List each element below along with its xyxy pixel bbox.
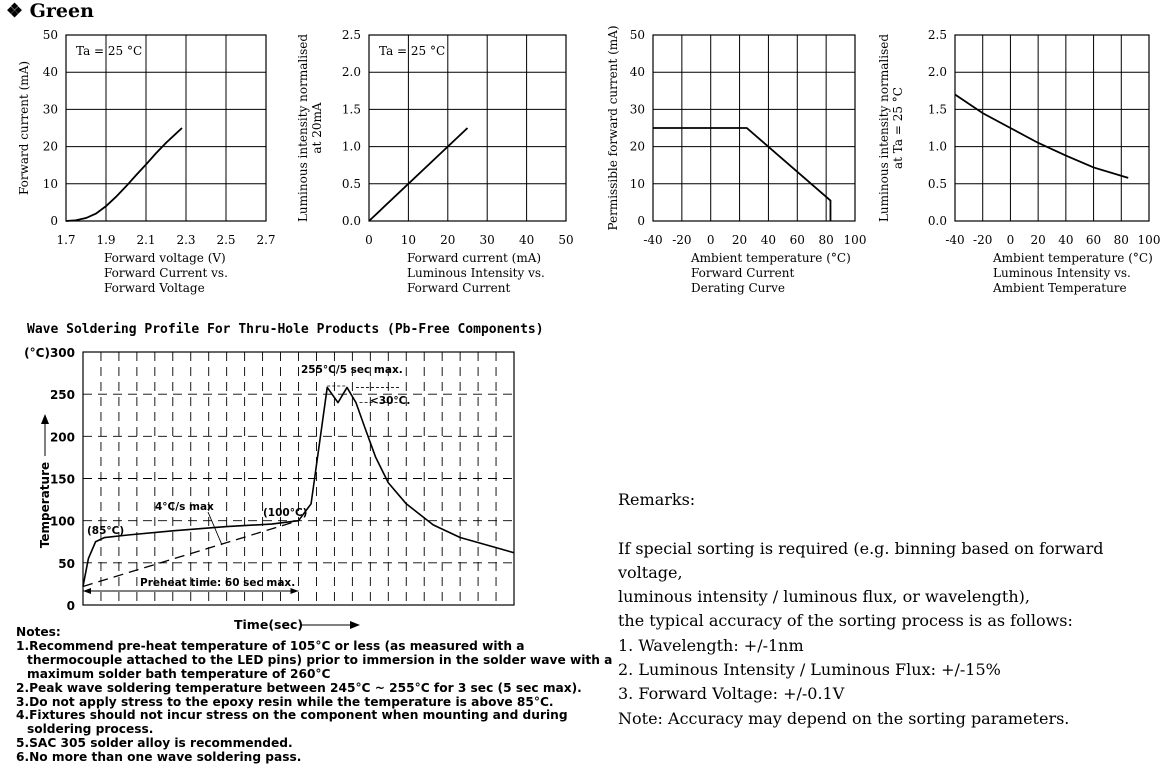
y-tick-label: 0 <box>50 214 58 228</box>
series-line <box>369 128 468 221</box>
y-axis-label: Luminous intensity normalised <box>296 33 310 223</box>
y-tick-label: 250 <box>49 388 75 403</box>
notes-title: Notes: <box>16 625 61 639</box>
x-tick-label: 20 <box>731 233 748 247</box>
x-tick-label: 40 <box>760 233 777 247</box>
x-tick-label: -20 <box>973 233 993 247</box>
x-tick-label: 20 <box>440 233 456 247</box>
chart-caption: Forward Current <box>407 281 511 295</box>
chart-annotation: Ta = 25 °C <box>379 44 446 58</box>
diamond-bullet-icon: ❖ <box>6 0 24 22</box>
y-tick-label: 40 <box>42 65 58 80</box>
chart-caption: Ambient Temperature <box>993 281 1127 295</box>
y-axis-label: at 20mA <box>310 102 324 154</box>
y-tick-label: 200 <box>49 430 75 445</box>
remarks-line: If special sorting is required (e.g. binning based on forward voltage, <box>618 538 1104 582</box>
chart-grid <box>66 35 266 221</box>
y-tick-label: 150 <box>49 472 75 487</box>
y-tick-label: (°C)300 <box>24 346 75 360</box>
chart-caption: Luminous Intensity vs. <box>993 266 1131 280</box>
note-item: 2.Peak wave soldering temperature between 245°C ~ 255°C for 3 sec (5 sec max). <box>16 680 582 695</box>
x-tick-label: 2.7 <box>256 233 276 247</box>
y-tick-label: 100 <box>49 514 75 529</box>
x-axis-label: Ambient temperature (°C) <box>691 251 851 265</box>
y-tick-label: 30 <box>629 102 645 117</box>
remarks-line: 2. Luminous Intensity / Luminous Flux: +/-15% <box>618 660 1001 680</box>
note-item: 5.SAC 305 solder alloy is recommended. <box>16 736 293 751</box>
x-tick-label: 60 <box>1085 233 1102 247</box>
note-item: 4.Fixtures should not incur stress on the component when mounting and during soldering process. <box>16 708 568 737</box>
remarks-line: 3. Forward Voltage: +/-0.1V <box>618 684 845 704</box>
y-tick-label: 0 <box>637 214 645 228</box>
y-axis-label: Luminous intensity normalised <box>877 33 891 223</box>
y-tick-label: 10 <box>629 176 645 191</box>
chart-caption: Luminous Intensity vs. <box>407 266 545 280</box>
y-tick-label: 20 <box>42 139 58 154</box>
y-tick-label: 1.5 <box>927 102 947 117</box>
y-tick-label: 1.5 <box>341 102 361 117</box>
profile-title: Wave Soldering Profile For Thru-Hole Products (Pb-Free Components) <box>27 322 544 337</box>
chart-2 <box>296 28 574 295</box>
chart-caption: Forward Current vs. <box>104 266 228 280</box>
y-tick-label: 50 <box>629 28 645 42</box>
x-tick-label: 50 <box>558 233 574 247</box>
x-axis-label: Forward current (mA) <box>407 251 542 265</box>
x-tick-label: 1.7 <box>56 233 76 247</box>
arrow-up-icon <box>41 414 49 424</box>
x-tick-label: 60 <box>789 233 805 247</box>
y-tick-label: 0.0 <box>927 214 947 228</box>
remarks-block <box>618 488 1158 731</box>
y-tick-label: 1.0 <box>927 139 947 154</box>
chart-3 <box>606 25 866 295</box>
soldering-profile-chart <box>24 322 543 632</box>
y-tick-label: 2.0 <box>341 65 361 80</box>
y-tick-label: 0.5 <box>927 176 947 191</box>
y-tick-label: 2.5 <box>927 28 947 42</box>
x-tick-label: 0 <box>1006 233 1015 247</box>
remarks-title: Remarks: <box>618 490 696 509</box>
y-axis-label: Forward current (mA) <box>17 60 31 196</box>
x-tick-label: 80 <box>818 233 834 247</box>
section-title-text: Green <box>29 0 94 22</box>
x-tick-label: 1.9 <box>96 233 116 247</box>
y-tick-label: 2.0 <box>927 65 947 80</box>
x-tick-label: 2.1 <box>136 233 156 247</box>
x-tick-label: 40 <box>518 233 535 247</box>
y-axis-label: at Ta = 25 °C <box>891 87 905 169</box>
soldering-notes <box>16 626 616 765</box>
x-axis-label: Ambient temperature (°C) <box>993 251 1153 265</box>
y-tick-label: 50 <box>58 556 75 571</box>
y-tick-label: 30 <box>42 102 58 117</box>
arrow-left-icon <box>83 588 91 594</box>
note-item: 6.No more than one wave soldering pass. <box>16 750 302 765</box>
x-tick-label: 20 <box>1030 233 1046 247</box>
y-tick-label: 0.0 <box>341 214 361 228</box>
preheat-time-annotation: Preheat time: 60 sec max. <box>140 577 296 589</box>
chart-caption: Forward Current <box>691 266 795 280</box>
x-tick-label: -20 <box>672 233 692 247</box>
peak-annotation: 255°C/5 sec max. <box>301 364 403 376</box>
chart-grid <box>955 35 1149 221</box>
y-axis-label: Temperature <box>38 461 52 549</box>
x-tick-label: -40 <box>643 233 663 247</box>
series-line <box>66 128 182 221</box>
x-tick-label: -40 <box>945 233 965 247</box>
x-axis-label: Time(sec) <box>234 617 304 632</box>
y-tick-label: 1.0 <box>341 139 361 154</box>
remarks-line: Note: Accuracy may depend on the sorting parameters. <box>618 708 1070 728</box>
x-tick-label: 0 <box>365 233 373 247</box>
chart-caption: Derating Curve <box>691 281 786 295</box>
x-tick-label: 100 <box>1137 233 1161 247</box>
series-line <box>955 95 1128 178</box>
dip-annotation: <30°C. <box>370 395 411 407</box>
rate-annotation: 4°C/s max <box>155 501 214 513</box>
chart-1 <box>17 28 276 295</box>
y-axis-label: Permissible forward current (mA) <box>606 25 620 231</box>
start-temp-annotation: (85°C) <box>87 525 125 537</box>
note-item: 3.Do not apply stress to the epoxy resin while the temperature is above 85°C. <box>16 694 554 709</box>
y-tick-label: 20 <box>629 139 645 154</box>
note-item: 1.Recommend pre-heat temperature of 105°C or less (as measured with a thermocouple attached to the LED pins) prior to immersion in the solder wave with a maximum solder bath temperature of 260°C <box>16 638 613 681</box>
chart-caption: Forward Voltage <box>104 281 205 295</box>
x-tick-label: 2.3 <box>176 233 196 247</box>
plot-frame <box>66 35 266 221</box>
x-tick-label: 80 <box>1113 233 1129 247</box>
remarks-line: luminous intensity / luminous flux, or wavelength), <box>618 587 1030 607</box>
preheat-temp-annotation: (100°C) <box>263 507 308 519</box>
x-tick-label: 0 <box>706 233 715 247</box>
chart-4 <box>877 28 1160 295</box>
x-tick-label: 30 <box>479 233 495 247</box>
y-tick-label: 40 <box>629 65 645 80</box>
chart-annotation: Ta = 25 °C <box>76 44 143 58</box>
plot-frame <box>955 35 1149 221</box>
series-line <box>653 128 830 221</box>
remarks-line: the typical accuracy of the sorting process is as follows: <box>618 611 1073 631</box>
x-axis-label: Forward voltage (V) <box>104 251 226 265</box>
y-tick-label: 0 <box>66 599 75 613</box>
y-tick-label: 2.5 <box>341 28 361 42</box>
x-tick-label: 10 <box>400 233 417 247</box>
x-tick-label: 100 <box>843 233 867 247</box>
y-tick-label: 0.5 <box>341 176 361 191</box>
y-tick-label: 10 <box>42 176 58 191</box>
y-tick-label: 50 <box>42 28 58 42</box>
x-tick-label: 2.5 <box>216 233 236 247</box>
remarks-line: 1. Wavelength: +/-1nm <box>618 635 804 655</box>
x-tick-label: 40 <box>1058 233 1074 247</box>
